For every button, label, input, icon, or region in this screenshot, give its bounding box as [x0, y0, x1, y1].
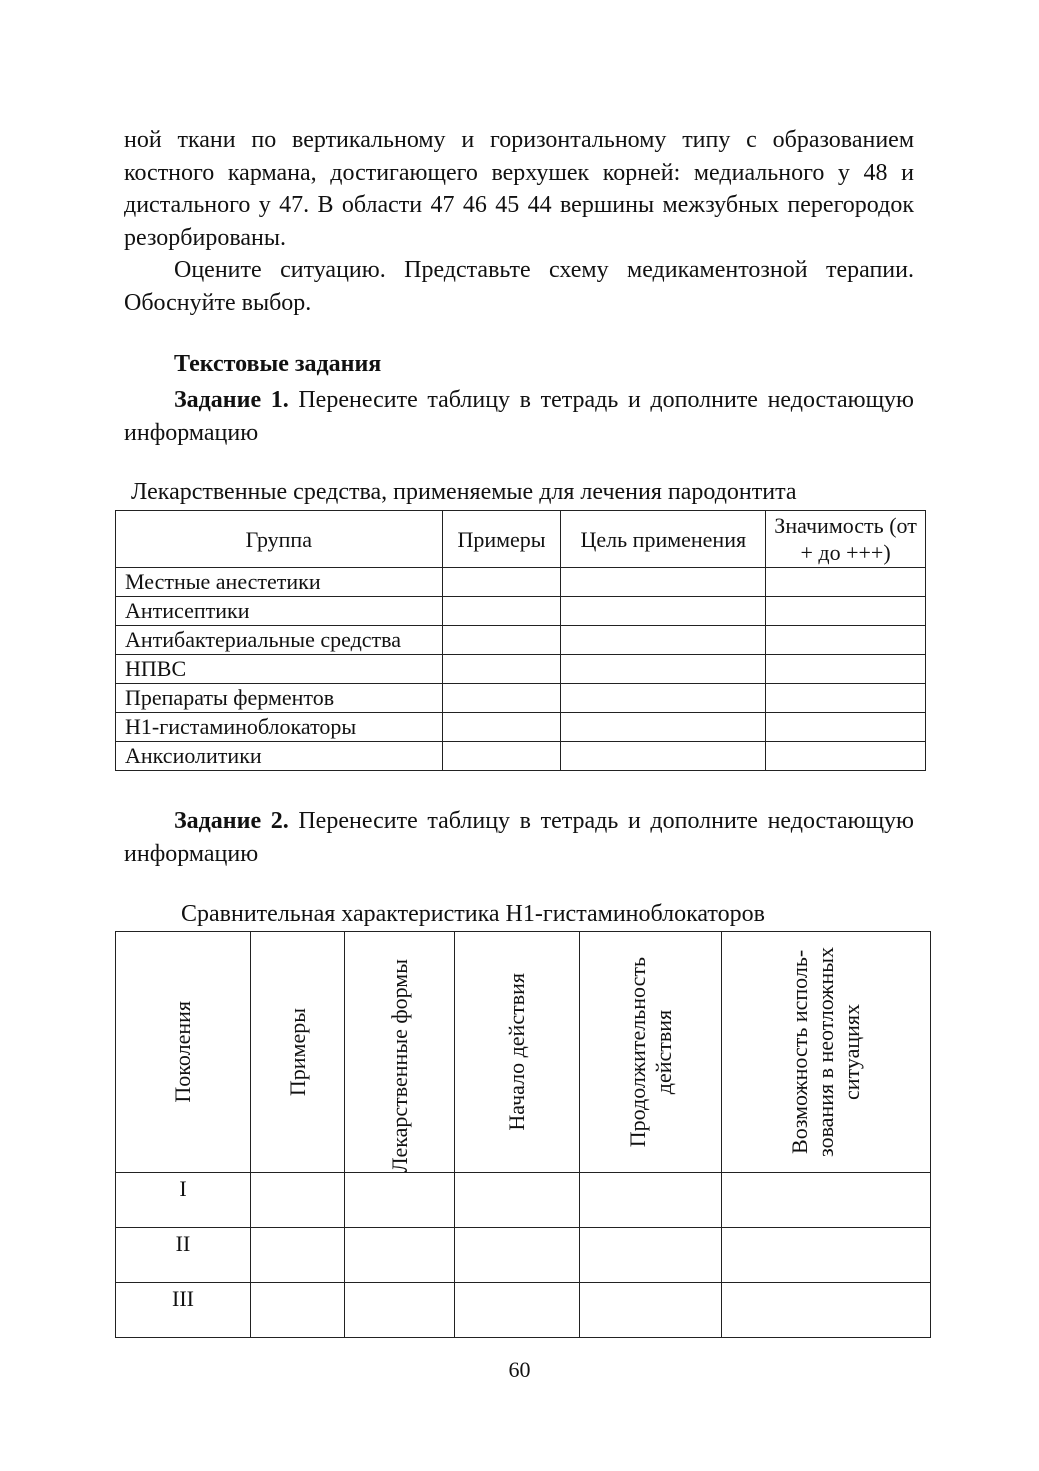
header-duration-text: Продолжительность действия — [624, 956, 676, 1148]
section-heading: Текстовые задания — [174, 351, 382, 377]
task2-label: Задание 2. — [174, 808, 289, 834]
empty-cell — [722, 1228, 931, 1283]
empty-cell — [561, 655, 766, 684]
empty-cell — [442, 597, 561, 626]
empty-cell — [722, 1283, 931, 1338]
header-onset-text: Начало действия — [504, 973, 529, 1131]
empty-cell — [442, 684, 561, 713]
table-row — [116, 1228, 931, 1283]
empty-cell — [251, 1283, 345, 1338]
empty-cell — [345, 1283, 455, 1338]
table-row — [116, 597, 926, 626]
group-cell: Антибактериальные средства — [116, 626, 443, 655]
task2-instruction — [124, 805, 914, 870]
header-generation-text: Поколения — [170, 1001, 195, 1103]
drugs-table — [115, 510, 926, 771]
task1-text: Перенесите таблицу в тетрадь и дополните недостающую информацию — [124, 387, 914, 446]
table-row — [116, 1173, 931, 1228]
header-purpose: Цель применения — [561, 511, 766, 568]
empty-cell — [455, 1228, 580, 1283]
header-examples: Примеры — [442, 511, 561, 568]
empty-cell — [455, 1173, 580, 1228]
empty-cell — [455, 1283, 580, 1338]
group-cell: Местные анестетики — [116, 568, 443, 597]
header-examples-text: Примеры — [284, 1007, 310, 1097]
header-emergency-use — [722, 932, 931, 1173]
empty-cell — [561, 568, 766, 597]
empty-cell — [345, 1228, 455, 1283]
empty-cell — [442, 742, 561, 771]
header-duration — [580, 932, 722, 1173]
header-dosage-forms — [345, 932, 455, 1173]
empty-cell — [766, 655, 926, 684]
task-instruction-paragraph: Оцените ситуацию. Представьте схему медикаментозной терапии. Обоснуйте выбор. — [124, 257, 914, 316]
header-group: Группа — [116, 511, 443, 568]
empty-cell — [766, 742, 926, 771]
table1-caption: Лекарственные средства, применяемые для лечения пародонтита — [131, 479, 797, 505]
table-row — [116, 742, 926, 771]
table-row — [116, 655, 926, 684]
intro-paragraph: ной ткани по вертикальному и горизонтальному типу с образованием костного кармана, достигающего верхушек корней: медиального у 48 и дистального у 47. В области 47 46 45 44 вершины межзубных перегородок резорбированы. — [124, 127, 914, 251]
empty-cell — [766, 713, 926, 742]
empty-cell — [766, 684, 926, 713]
empty-cell — [442, 568, 561, 597]
empty-cell — [561, 684, 766, 713]
antihistamines-table — [115, 931, 931, 1338]
table-header-row — [116, 932, 931, 1173]
group-cell: Антисептики — [116, 597, 443, 626]
table2-caption: Сравнительная характеристика Н1-гистаминоблокаторов — [181, 901, 765, 927]
empty-cell — [561, 742, 766, 771]
task1-label: Задание 1. — [174, 387, 289, 413]
table-row — [116, 1283, 931, 1338]
empty-cell — [580, 1173, 722, 1228]
generation-cell: III — [116, 1283, 251, 1338]
empty-cell — [442, 626, 561, 655]
empty-cell — [251, 1173, 345, 1228]
empty-cell — [442, 713, 561, 742]
table-row — [116, 626, 926, 655]
task1-instruction — [124, 384, 914, 449]
header-dosage-forms-text: Лекарственные формы — [386, 958, 412, 1172]
empty-cell — [580, 1228, 722, 1283]
generation-cell: I — [116, 1173, 251, 1228]
empty-cell — [766, 568, 926, 597]
page-number: 60 — [508, 1357, 531, 1382]
empty-cell — [580, 1283, 722, 1338]
header-emergency-use-text: Возможность исполь- зования в неотложных ситуациях — [787, 947, 864, 1157]
table-row — [116, 568, 926, 597]
header-generation — [116, 932, 251, 1173]
empty-cell — [766, 626, 926, 655]
empty-cell — [722, 1173, 931, 1228]
empty-cell — [561, 597, 766, 626]
empty-cell — [561, 626, 766, 655]
header-significance: Значимость (от + до +++) — [766, 511, 926, 568]
header-onset — [455, 932, 580, 1173]
generation-cell: II — [116, 1228, 251, 1283]
group-cell: Анксиолитики — [116, 742, 443, 771]
group-cell: Н1-гистаминоблокаторы — [116, 713, 443, 742]
empty-cell — [766, 597, 926, 626]
empty-cell — [251, 1228, 345, 1283]
table-row — [116, 713, 926, 742]
group-cell: НПВС — [116, 655, 443, 684]
table-header-row — [116, 511, 926, 568]
group-cell: Препараты ферментов — [116, 684, 443, 713]
header-examples — [251, 932, 345, 1173]
empty-cell — [442, 655, 561, 684]
empty-cell — [561, 713, 766, 742]
table-row — [116, 684, 926, 713]
empty-cell — [345, 1173, 455, 1228]
task2-text: Перенесите таблицу в тетрадь и дополните недостающую информацию — [124, 808, 914, 867]
